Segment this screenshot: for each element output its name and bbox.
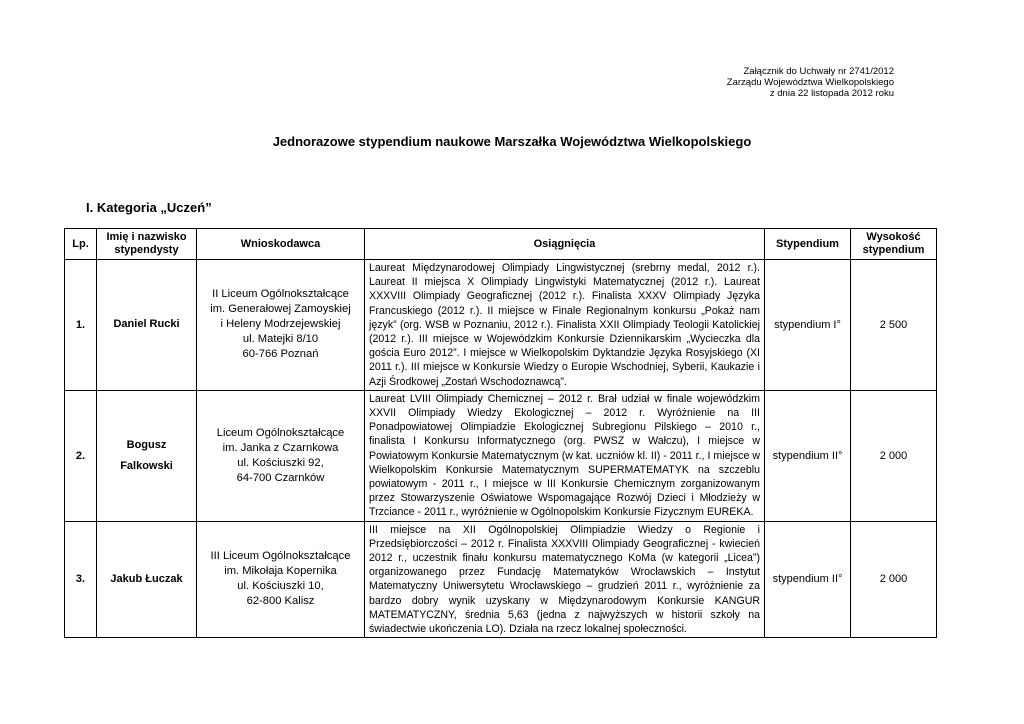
row-lp: 1. bbox=[65, 260, 97, 391]
applicant-line: III Liceum Ogólnokształcące bbox=[210, 550, 351, 563]
name-line: Falkowski bbox=[120, 459, 173, 472]
row-name bbox=[97, 390, 197, 521]
row-name: Jakub Łuczak bbox=[97, 521, 197, 638]
row-scholarship: stypendium II° bbox=[765, 521, 851, 638]
row-scholarship: stypendium I° bbox=[765, 260, 851, 391]
applicant-line: 64-700 Czarnków bbox=[236, 471, 325, 484]
row-applicant bbox=[197, 521, 365, 638]
applicant-line: ul. Matejki 8/10 bbox=[242, 333, 319, 346]
applicant-line: ul. Kościuszki 92, bbox=[237, 456, 324, 469]
row-applicant bbox=[197, 390, 365, 521]
row-name: Daniel Rucki bbox=[97, 260, 197, 391]
table-row bbox=[65, 260, 937, 391]
header-achievements: Osiągnięcia bbox=[365, 229, 765, 260]
header-amount: Wysokość stypendium bbox=[851, 229, 937, 260]
row-lp: 2. bbox=[65, 390, 97, 521]
row-amount: 2 000 bbox=[851, 390, 937, 521]
row-achievements: III miejsce na XII Ogólnopolskiej Olimpiadzie Wiedzy o Regionie i Przedsiębiorczości – 2012 r. Finalista XXXVIII Olimpiady Geograficznej - kwiecień 2012 r., uczestnik finału konkursu matematycznego KoMa (w kategorii „Licea”) organizowanego przez Fundację Matematyków Wrocławskich – Instytut Matematyczny Uniwersytetu Wrocławskiego – grudzień 2011 r., wyróżnienie za bardzo dobry wynik uzyskany w Międzynarodowym Konkursie KANGUR MATEMATYCZNY, średnia 5,63 (jedna z najwyższych w historii szkoły na świadectwie ukończenia LO). Działa na rzecz lokalnej społeczności. bbox=[365, 521, 765, 638]
row-achievements: Laureat LVIII Olimpiady Chemicznej – 2012 r. Brał udział w finale wojewódzkim XXVII Olimpiady Wiedzy Ekologicznej – 2012 r. Wyróżnienie na III Ponadpowiatowej Olimpiadzie Ekologicznej Subregionu Pilskiego – 2010 r., finalista I Konkursu Informatycznego (org. PWSZ w Wałczu), I miejsce w Powiatowym Konkursie Matematycznym (w kat. uczniów kl. II) - 2011 r., I miejsce w Wielkopolskim Konkursie Matematycznym SUPERMATEMATYK na szczeblu powiatowym - 2011 r., I miejsce w III Konkursie Chemicznym zorganizowanym przez Stowarzyszenie Oświatowe Wspomagające Rozwój Dzieci i Młodzieży w Trzciance - 2011 r., wyróżnienie w Ogólnopolskim Konkursie Fizycznym EUREKA. bbox=[365, 390, 765, 521]
table-row bbox=[65, 390, 937, 521]
applicant-line: im. Generałowej Zamoyskiej bbox=[210, 303, 351, 316]
applicant-line: 62-800 Kalisz bbox=[246, 595, 315, 608]
applicant-line: im. Janka z Czarnkowa bbox=[222, 441, 339, 454]
row-amount: 2 000 bbox=[851, 521, 937, 638]
applicant-line: Liceum Ogólnokształcące bbox=[216, 426, 345, 439]
document-title: Jednorazowe stypendium naukowe Marszałka Województwa Wielkopolskiego bbox=[272, 134, 752, 149]
annex-line-3: z dnia 22 listopada 2012 roku bbox=[769, 88, 894, 99]
table-header-row bbox=[65, 229, 937, 260]
applicant-line: i Heleny Modrzejewskiej bbox=[220, 318, 341, 331]
applicant-line: im. Mikołaja Kopernika bbox=[224, 565, 337, 578]
row-applicant bbox=[197, 260, 365, 391]
table-row bbox=[65, 521, 937, 638]
annex-line-2: Zarządu Województwa Wielkopolskiego bbox=[726, 77, 894, 88]
row-achievements: Laureat Międzynarodowej Olimpiady Lingwistycznej (srebrny medal, 2012 r.). Laureat II miejsca X Olimpiady Lingwistyki Matematycznej (2012 r.). Laureat XXXVIII Olimpiady Geograficznej (2012 r.). Finalista XXXV Olimpiady Języka Francuskiego (2012 r.). II miejsce w Finale Regionalnym konkursu „Pokaż nam język” (org. WSB w Poznaniu, 2012 r.). Finalista XXII Olimpiady Teologii Katolickiej (2012 r.). III miejsce w Wojewódzkim Konkursie Dziennikarskim „Wycieczka dla gościa Euro 2012”. I miejsce w Wielkopolskim Dyktandzie Języka Rosyjskiego (XI 2011 r.). III miejsce w Konkursie Wiedzy o Europie Wschodniej, Syberii, Kaukazie i Azji Środkowej „Zostań Wschodoznawcą”. bbox=[365, 260, 765, 391]
applicant-line: II Liceum Ogólnokształcące bbox=[212, 288, 349, 301]
header-applicant: Wnioskodawca bbox=[197, 229, 365, 260]
header-name: Imię i nazwisko stypendysty bbox=[97, 229, 197, 260]
category-heading: I. Kategoria „Uczeń” bbox=[86, 200, 212, 215]
row-scholarship: stypendium II° bbox=[765, 390, 851, 521]
row-amount: 2 500 bbox=[851, 260, 937, 391]
header-lp: Lp. bbox=[65, 229, 97, 260]
applicant-line: ul. Kościuszki 10, bbox=[237, 580, 324, 593]
scholarship-table bbox=[64, 228, 937, 638]
annex-header bbox=[727, 66, 894, 99]
annex-line-1: Załącznik do Uchwały nr 2741/2012 bbox=[743, 66, 894, 77]
applicant-line: 60-766 Poznań bbox=[242, 348, 319, 361]
row-lp: 3. bbox=[65, 521, 97, 638]
name-line: Bogusz bbox=[126, 438, 167, 451]
header-scholarship: Stypendium bbox=[765, 229, 851, 260]
